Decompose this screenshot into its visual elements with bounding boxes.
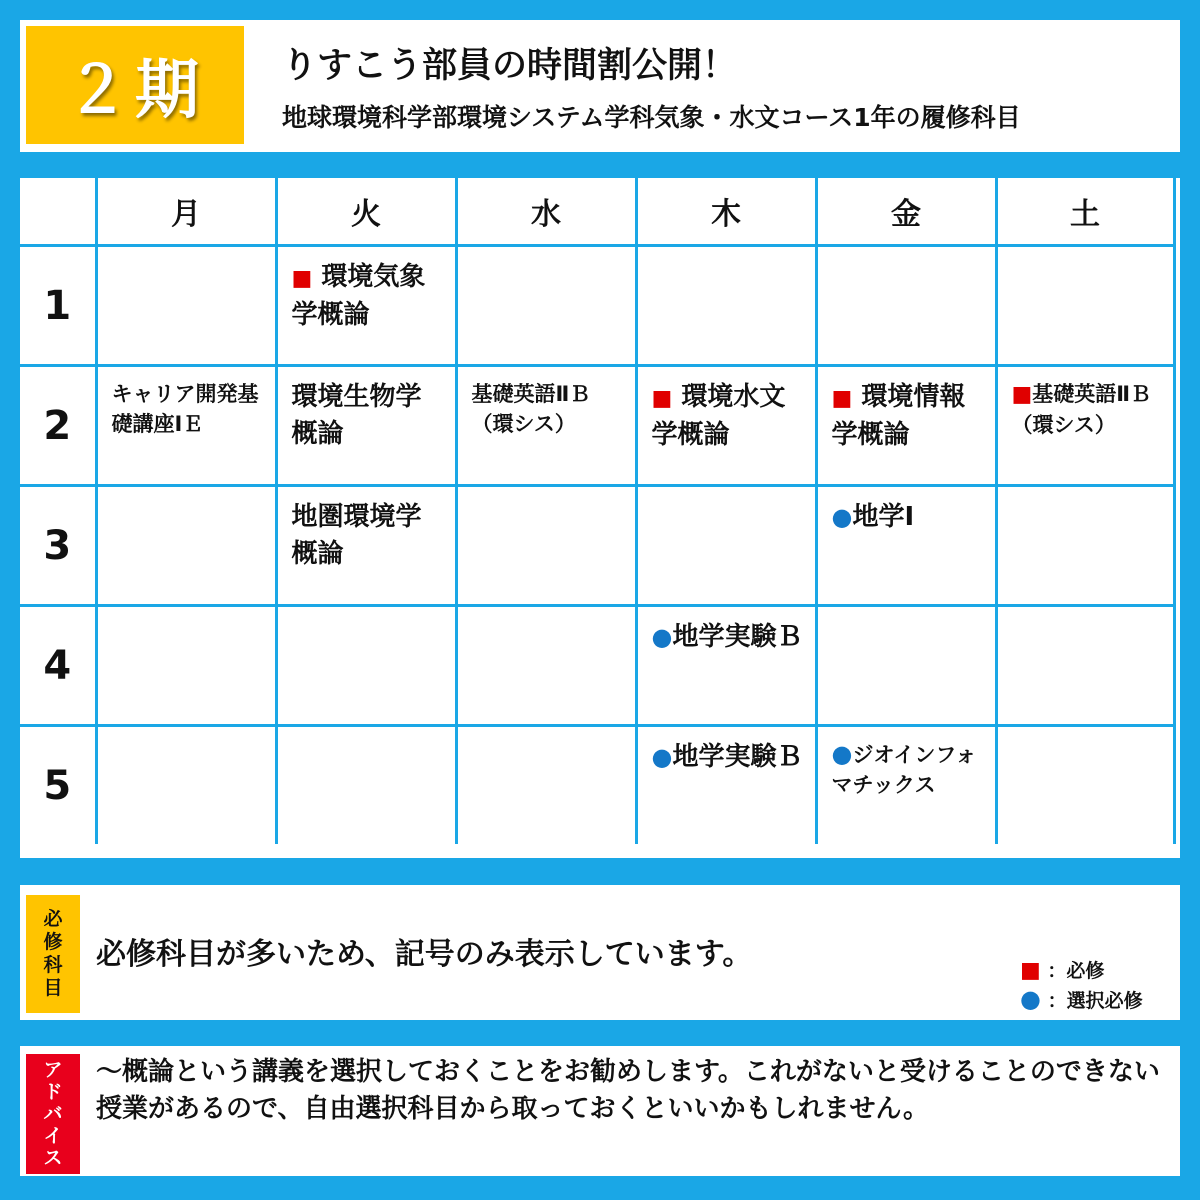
elective-dot-icon: ● <box>831 740 853 768</box>
advice-panel <box>20 1046 1180 1176</box>
elective-dot-icon: ● <box>1020 985 1041 1013</box>
advice-tag-char: ス <box>43 1147 63 1169</box>
timetable-panel <box>20 178 1180 858</box>
legend-item-elective <box>1020 985 1143 1015</box>
cell-p2-mon <box>96 366 276 486</box>
cell-p4-sat <box>996 606 1174 726</box>
period-badge: ２期 <box>26 26 244 144</box>
cell-p5-sat <box>996 726 1174 845</box>
cell-p5-fri <box>816 726 996 845</box>
cell-p1-tue <box>276 246 456 366</box>
required-tag-char: 必 <box>43 908 63 930</box>
corner-cell <box>20 178 96 246</box>
required-square-icon: ■ <box>651 386 673 411</box>
advice-tag <box>26 1054 80 1174</box>
required-square-icon: ■ <box>1020 958 1041 983</box>
cell-p1-sat <box>996 246 1174 366</box>
required-note-text: 必修科目が多いため、記号のみ表示しています。 <box>96 937 753 972</box>
cell-p5-thu <box>636 726 816 845</box>
day-header-thu: 木 <box>636 178 816 246</box>
elective-dot-icon: ● <box>651 623 673 651</box>
required-square-icon: ■ <box>1011 382 1033 407</box>
required-square-icon: ■ <box>291 266 313 291</box>
cell-p2-tue <box>276 366 456 486</box>
day-header-fri: 金 <box>816 178 996 246</box>
advice-tag-char: イ <box>43 1125 63 1147</box>
advice-tag-char: ド <box>43 1081 63 1103</box>
course-name: 地学実験Ｂ <box>672 622 803 652</box>
period-row-2 <box>20 366 1174 486</box>
page-subtitle: 地球環境科学部環境システム学科気象・水文コース1年の履修科目 <box>282 103 1021 132</box>
period-row-3 <box>20 486 1174 606</box>
cell-p1-thu <box>636 246 816 366</box>
cell-p3-sat <box>996 486 1174 606</box>
period-row-5 <box>20 726 1174 845</box>
period-number: 4 <box>20 606 96 726</box>
legend-item-required <box>1020 957 1143 985</box>
cell-p4-wed <box>456 606 636 726</box>
period-number: 5 <box>20 726 96 845</box>
cell-p3-tue <box>276 486 456 606</box>
advice-tag-char: ア <box>43 1059 63 1081</box>
legend <box>1020 957 1143 1015</box>
cell-p3-thu <box>636 486 816 606</box>
day-header-wed: 水 <box>456 178 636 246</box>
course-name: 地圏環境学概論 <box>291 502 422 569</box>
course-name: 基礎英語ⅡＢ（環シス） <box>471 382 591 436</box>
cell-p2-thu <box>636 366 816 486</box>
course-name: ジオインフォマチックス <box>831 743 977 797</box>
timetable-grid <box>20 178 1176 844</box>
course-name: 環境情報学概論 <box>831 382 966 450</box>
required-tag-char: 科 <box>43 954 63 976</box>
day-header-row <box>20 178 1174 246</box>
cell-p2-wed <box>456 366 636 486</box>
header-panel <box>20 20 1180 152</box>
period-number: 2 <box>20 366 96 486</box>
cell-p4-thu <box>636 606 816 726</box>
elective-dot-icon: ● <box>651 743 673 771</box>
required-tag-char: 目 <box>43 977 63 999</box>
page-title: りすこう部員の時間割公開！ <box>282 46 738 86</box>
cell-p1-wed <box>456 246 636 366</box>
period-row-1 <box>20 246 1174 366</box>
cell-p1-fri <box>816 246 996 366</box>
required-tag-char: 修 <box>43 931 63 953</box>
cell-p1-mon <box>96 246 276 366</box>
elective-dot-icon: ● <box>831 503 853 531</box>
cell-p3-wed <box>456 486 636 606</box>
cell-p3-fri <box>816 486 996 606</box>
advice-text: ～概論という講義を選択しておくことをお勧めします。これがないと受けることのできない授業があるので、自由選択科目から取っておくといいかもしれません。 <box>96 1057 1160 1124</box>
cell-p3-mon <box>96 486 276 606</box>
cell-p5-tue <box>276 726 456 845</box>
required-square-icon: ■ <box>831 386 853 411</box>
period-row-4 <box>20 606 1174 726</box>
period-number: 3 <box>20 486 96 606</box>
course-name: 基礎英語ⅡＢ（環シス） <box>1011 382 1152 437</box>
day-header-tue: 火 <box>276 178 456 246</box>
required-tag <box>26 895 80 1013</box>
course-name: 環境気象学概論 <box>291 262 426 330</box>
cell-p5-mon <box>96 726 276 845</box>
legend-label: ：選択必修 <box>1047 990 1143 1012</box>
day-header-mon: 月 <box>96 178 276 246</box>
advice-tag-char: バ <box>43 1103 63 1125</box>
course-name: 地学Ⅰ <box>852 502 915 532</box>
cell-p4-tue <box>276 606 456 726</box>
day-header-sat: 土 <box>996 178 1174 246</box>
legend-label: ：必修 <box>1047 960 1105 982</box>
cell-p5-wed <box>456 726 636 845</box>
period-number: 1 <box>20 246 96 366</box>
required-note-panel <box>20 885 1180 1020</box>
course-name: 地学実験Ｂ <box>672 742 803 772</box>
course-name: 環境生物学概論 <box>291 382 422 449</box>
course-name: 環境水文学概論 <box>651 382 786 450</box>
cell-p4-mon <box>96 606 276 726</box>
cell-p2-sat <box>996 366 1174 486</box>
cell-p2-fri <box>816 366 996 486</box>
course-name: キャリア開発基礎講座ⅠＥ <box>111 382 259 436</box>
cell-p4-fri <box>816 606 996 726</box>
